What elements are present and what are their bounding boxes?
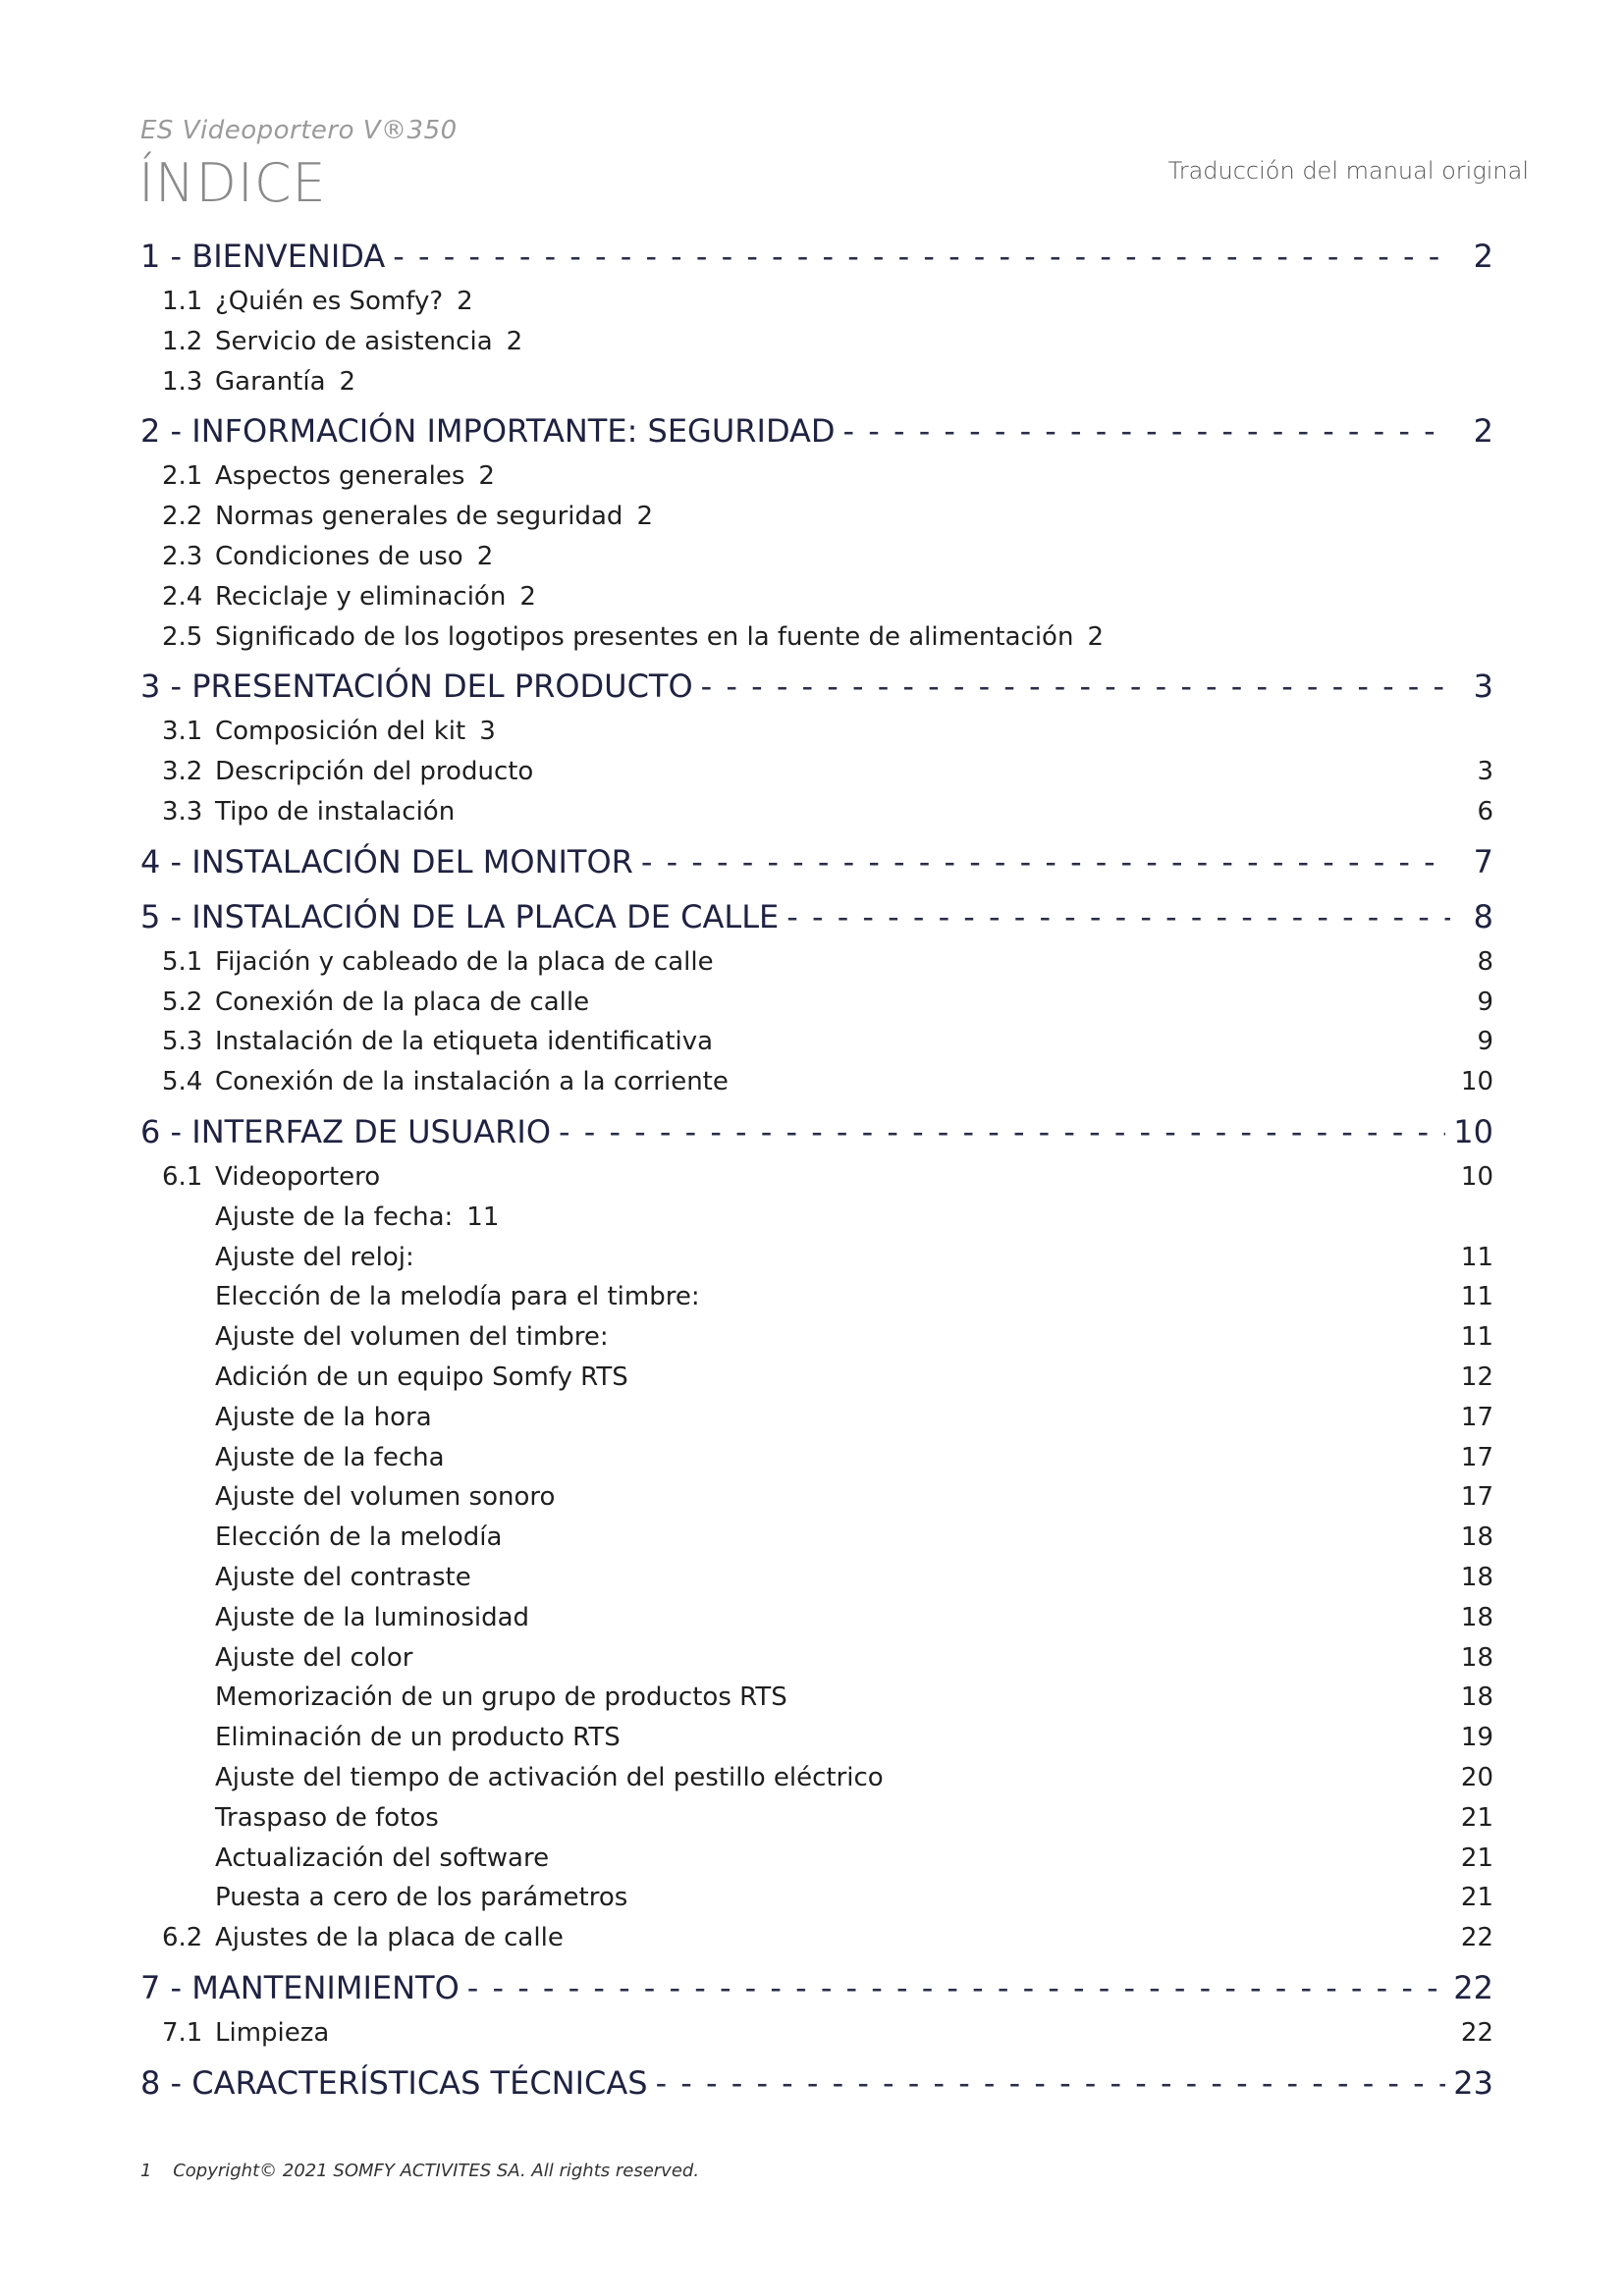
toc-page-number: 10 bbox=[1453, 1112, 1493, 1150]
toc-page-number: 2 bbox=[636, 502, 653, 532]
toc-subsection[interactable] bbox=[140, 542, 1493, 582]
toc-item[interactable] bbox=[140, 1322, 1493, 1362]
toc-subsection[interactable] bbox=[140, 287, 1493, 327]
toc-page-number: 7 bbox=[1473, 842, 1493, 881]
toc-page-number: 17 bbox=[1460, 1442, 1493, 1472]
toc-subsection[interactable] bbox=[140, 797, 1493, 837]
toc-entry-title: Ajuste de la hora bbox=[215, 1402, 432, 1432]
toc-page-number: 18 bbox=[1460, 1602, 1493, 1632]
toc-entry-title: Fijación y cableado de la placa de calle bbox=[215, 946, 714, 977]
toc-entry-title: Conexión de la placa de calle bbox=[215, 987, 590, 1017]
toc-entry-title: Servicio de asistencia bbox=[215, 326, 493, 356]
toc-entry-number: 2.4 bbox=[162, 581, 203, 612]
toc-item[interactable] bbox=[140, 1282, 1493, 1322]
footer-page-number: 1 bbox=[140, 2161, 152, 2181]
toc-section[interactable] bbox=[140, 662, 1493, 717]
toc-dot-leader bbox=[656, 2064, 1446, 2102]
toc-page-number: 19 bbox=[1460, 1723, 1493, 1753]
toc-dot-leader bbox=[701, 667, 1450, 705]
toc-entry-title: Ajuste del tiempo de activación del pestillo eléctrico bbox=[215, 1762, 884, 1792]
toc-page-number: 2 bbox=[519, 581, 536, 612]
toc-dot-leader bbox=[641, 843, 1450, 881]
toc-entry-title: Adición de un equipo Somfy RTS bbox=[215, 1362, 628, 1392]
toc-subsection[interactable] bbox=[140, 947, 1493, 988]
toc-section[interactable] bbox=[140, 892, 1493, 947]
toc-entry-title: Elección de la melodía bbox=[215, 1522, 503, 1553]
footer-copyright: Copyright© 2021 SOMFY ACTIVITES SA. All rights reserved. bbox=[173, 2161, 700, 2181]
toc-page-number: 2 bbox=[1087, 621, 1104, 652]
toc-entry-title: Memorización de un grupo de productos RTS bbox=[215, 1682, 787, 1713]
toc-entry-number: 2.3 bbox=[162, 541, 203, 571]
toc-entry-title: 5 - INSTALACIÓN DE LA PLACA DE CALLE bbox=[140, 897, 780, 935]
toc-subsection[interactable] bbox=[140, 461, 1493, 502]
toc-entry-number: 1.1 bbox=[162, 287, 203, 316]
toc-subsection[interactable] bbox=[140, 622, 1493, 663]
toc-page-number: 2 bbox=[478, 461, 495, 492]
toc-item[interactable] bbox=[140, 1563, 1493, 1603]
toc-item[interactable] bbox=[140, 1482, 1493, 1522]
toc-dot-leader bbox=[843, 412, 1450, 450]
toc-item[interactable] bbox=[140, 1763, 1493, 1803]
toc-entry-title: Tipo de instalación bbox=[215, 796, 456, 827]
toc-entry-title: Traspaso de fotos bbox=[215, 1802, 439, 1833]
toc-page-number: 3 bbox=[479, 717, 496, 747]
toc-entry-title: Ajuste de la fecha bbox=[215, 1442, 445, 1472]
toc-entry-title: 2 - INFORMACIÓN IMPORTANTE: SEGURIDAD bbox=[140, 412, 836, 451]
toc-entry-title: Descripción del producto bbox=[215, 757, 534, 787]
toc-page-number: 18 bbox=[1460, 1682, 1493, 1713]
toc-item[interactable] bbox=[140, 1443, 1493, 1483]
toc-page-number: 20 bbox=[1460, 1762, 1493, 1792]
toc-entry-title: Elección de la melodía para el timbre: bbox=[215, 1282, 700, 1312]
toc-subsection[interactable] bbox=[140, 327, 1493, 367]
toc-page-number: 11 bbox=[466, 1201, 500, 1232]
toc-item[interactable] bbox=[140, 1522, 1493, 1563]
toc-subsection[interactable] bbox=[140, 1162, 1493, 1202]
toc-page-number: 22 bbox=[1460, 1923, 1493, 1953]
toc-entry-title: Conexión de la instalación a la corriente bbox=[215, 1067, 729, 1097]
toc-entry-title: Limpieza bbox=[215, 2017, 330, 2048]
toc-entry-title: Ajuste de la fecha: bbox=[215, 1201, 454, 1232]
toc-entry-number: 3.2 bbox=[162, 757, 203, 787]
toc-page-number: 17 bbox=[1460, 1482, 1493, 1513]
toc-section[interactable] bbox=[140, 1107, 1493, 1162]
document-label: ES Videoportero V®350 bbox=[140, 116, 458, 145]
toc-page-number: 18 bbox=[1460, 1642, 1493, 1673]
toc-entry-title: Ajustes de la placa de calle bbox=[215, 1923, 564, 1953]
toc-page-number: 9 bbox=[1477, 1027, 1493, 1057]
toc-entry-title: Ajuste del contraste bbox=[215, 1562, 471, 1592]
toc-entry-title: 1 - BIENVENIDA bbox=[140, 238, 386, 275]
toc-item[interactable] bbox=[140, 1603, 1493, 1643]
toc-page-number: 3 bbox=[1477, 757, 1493, 787]
toc-item[interactable] bbox=[140, 1723, 1493, 1763]
toc-entry-number: 1.2 bbox=[162, 326, 203, 356]
toc-subsection[interactable] bbox=[140, 1923, 1493, 1963]
toc-entry-number: 2.2 bbox=[162, 502, 203, 532]
toc-entry-title: Reciclaje y eliminación bbox=[215, 581, 507, 612]
toc-page-number: 22 bbox=[1453, 1968, 1493, 2006]
toc-entry-number: 6.1 bbox=[162, 1161, 203, 1192]
toc-entry-number: 6.2 bbox=[162, 1923, 203, 1953]
toc-page-number: 11 bbox=[1460, 1322, 1493, 1353]
toc-entry-number: 5.2 bbox=[162, 987, 203, 1017]
toc-subsection[interactable] bbox=[140, 367, 1493, 407]
toc-section[interactable] bbox=[140, 406, 1493, 461]
toc-page-number: 18 bbox=[1460, 1522, 1493, 1553]
toc-entry-number: 3.1 bbox=[162, 717, 203, 747]
toc-entry-number: 5.3 bbox=[162, 1027, 203, 1057]
page-subtitle: Traducción del manual original bbox=[1167, 157, 1529, 185]
toc-page-number: 10 bbox=[1460, 1161, 1493, 1192]
toc-entry-number: 2.5 bbox=[162, 621, 203, 652]
toc-item[interactable] bbox=[140, 1243, 1493, 1283]
page-footer bbox=[140, 2161, 699, 2181]
toc-subsection[interactable] bbox=[140, 502, 1493, 542]
toc-page-number: 21 bbox=[1460, 1842, 1493, 1873]
toc-entry-title: Condiciones de uso bbox=[215, 541, 463, 571]
toc-entry-title: 8 - CARACTERÍSTICAS TÉCNICAS bbox=[140, 2063, 648, 2102]
toc-entry-title: 6 - INTERFAZ DE USUARIO bbox=[140, 1112, 552, 1150]
toc-page-number: 18 bbox=[1460, 1562, 1493, 1592]
toc-subsection[interactable] bbox=[140, 2018, 1493, 2058]
toc-entry-title: Ajuste del volumen sonoro bbox=[215, 1482, 556, 1513]
toc-page-number: 8 bbox=[1473, 897, 1493, 935]
toc-entry-number: 7.1 bbox=[162, 2017, 203, 2048]
toc-dot-leader bbox=[393, 238, 1450, 275]
toc-entry-title: Garantía bbox=[215, 366, 326, 397]
toc-page-number: 21 bbox=[1460, 1883, 1493, 1913]
toc-page-number: 11 bbox=[1460, 1282, 1493, 1312]
toc-page-number: 2 bbox=[506, 326, 523, 356]
toc-page-number: 3 bbox=[1473, 667, 1493, 706]
toc-entry-number: 3.3 bbox=[162, 796, 203, 827]
toc-page-number: 2 bbox=[1473, 412, 1493, 451]
toc-entry-number: 2.1 bbox=[162, 461, 203, 492]
toc-entry-title: Ajuste del color bbox=[215, 1642, 413, 1673]
toc-page-number: 23 bbox=[1453, 2063, 1493, 2102]
toc-subsection[interactable] bbox=[140, 582, 1493, 622]
toc-page-number: 12 bbox=[1460, 1362, 1493, 1392]
toc-item[interactable] bbox=[140, 1803, 1493, 1843]
toc-section[interactable] bbox=[140, 232, 1493, 287]
toc-subsection[interactable] bbox=[140, 757, 1493, 797]
table-of-contents bbox=[140, 232, 1493, 2113]
toc-entry-title: 4 - INSTALACIÓN DEL MONITOR bbox=[140, 842, 633, 881]
toc-section[interactable] bbox=[140, 837, 1493, 892]
toc-entry-title: Ajuste del reloj: bbox=[215, 1242, 414, 1272]
toc-page-number: 11 bbox=[1460, 1242, 1493, 1272]
toc-page-number: 2 bbox=[457, 287, 473, 316]
toc-page-number: 6 bbox=[1477, 796, 1493, 827]
toc-entry-title: Significado de los logotipos presentes en la fuente de alimentación bbox=[215, 621, 1074, 652]
toc-item[interactable] bbox=[140, 1403, 1493, 1443]
toc-page-number: 9 bbox=[1477, 987, 1493, 1017]
toc-page-number: 10 bbox=[1460, 1067, 1493, 1097]
toc-page-number: 2 bbox=[339, 366, 356, 397]
toc-dot-leader bbox=[467, 1969, 1446, 2006]
toc-entry-title: 7 - MANTENIMIENTO bbox=[140, 1968, 460, 2006]
toc-entry-title: Normas generales de seguridad bbox=[215, 502, 623, 532]
toc-page-number: 22 bbox=[1460, 2017, 1493, 2048]
toc-entry-title: Videoportero bbox=[215, 1161, 381, 1192]
toc-item[interactable] bbox=[140, 1362, 1493, 1403]
toc-entry-title: Puesta a cero de los parámetros bbox=[215, 1883, 628, 1913]
toc-subsection[interactable] bbox=[140, 1067, 1493, 1107]
toc-section[interactable] bbox=[140, 2058, 1493, 2113]
toc-entry-number: 5.1 bbox=[162, 946, 203, 977]
toc-entry-title: Composición del kit bbox=[215, 717, 466, 747]
toc-dot-leader bbox=[559, 1113, 1445, 1150]
toc-entry-number: 5.4 bbox=[162, 1067, 203, 1097]
toc-item[interactable] bbox=[140, 1843, 1493, 1884]
toc-subsection[interactable] bbox=[140, 717, 1493, 757]
toc-page-number: 21 bbox=[1460, 1802, 1493, 1833]
toc-page-number: 8 bbox=[1477, 946, 1493, 977]
toc-entry-number: 1.3 bbox=[162, 366, 203, 397]
toc-entry-title: Eliminación de un producto RTS bbox=[215, 1723, 621, 1753]
toc-entry-title: ¿Quién es Somfy? bbox=[215, 287, 444, 316]
toc-entry-title: Instalación de la etiqueta identificativa bbox=[215, 1027, 714, 1057]
toc-entry-title: Actualización del software bbox=[215, 1842, 550, 1873]
toc-entry-title: Aspectos generales bbox=[215, 461, 465, 492]
toc-item[interactable] bbox=[140, 1883, 1493, 1923]
toc-entry-title: Ajuste de la luminosidad bbox=[215, 1602, 530, 1632]
toc-item[interactable] bbox=[140, 1643, 1493, 1683]
toc-dot-leader bbox=[786, 898, 1450, 935]
toc-item[interactable] bbox=[140, 1682, 1493, 1723]
toc-section[interactable] bbox=[140, 1963, 1493, 2018]
toc-entry-title: 3 - PRESENTACIÓN DEL PRODUCTO bbox=[140, 667, 693, 706]
page-title: ÍNDICE bbox=[138, 152, 327, 214]
toc-entry-title: Ajuste del volumen del timbre: bbox=[215, 1322, 609, 1353]
toc-page-number: 2 bbox=[1473, 238, 1493, 275]
toc-page-number: 17 bbox=[1460, 1402, 1493, 1432]
toc-subsection[interactable] bbox=[140, 1027, 1493, 1067]
toc-item[interactable] bbox=[140, 1202, 1493, 1243]
toc-subsection[interactable] bbox=[140, 988, 1493, 1028]
toc-page-number: 2 bbox=[476, 541, 494, 571]
